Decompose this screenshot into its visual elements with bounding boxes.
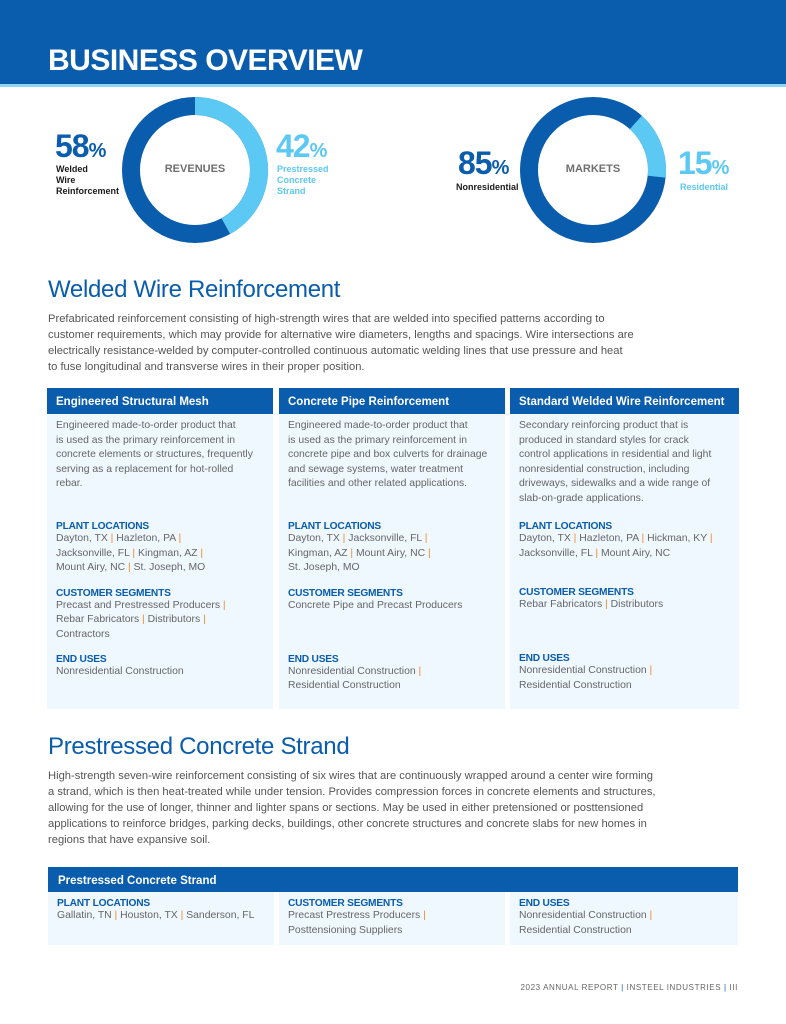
list-line (56, 665, 264, 680)
list-item: Kingman, AZ (288, 547, 348, 559)
pcs-body-line: regions that have expansive soil. (48, 834, 211, 846)
revenues-right-value: 42 (276, 128, 310, 164)
separator: | (197, 547, 204, 559)
markets-donut-light-segment (636, 122, 657, 176)
footer-page-number: III (729, 983, 738, 992)
revenues-right-percent (276, 130, 326, 167)
plant-locations-list (288, 532, 496, 576)
list-line (288, 909, 496, 924)
list-item: Sanderson, FL (186, 910, 255, 921)
list-item: Concrete Pipe and Precast Producers (288, 599, 463, 611)
wwr-card-standard-welded-wire-reinforcement (510, 388, 739, 709)
separator: | (111, 910, 121, 921)
wwr-section-title: Welded Wire Reinforcement (48, 276, 341, 303)
desc-line: facilities and other related applications. (288, 478, 468, 489)
list-item: Distributors (147, 614, 201, 625)
list-line (56, 532, 264, 547)
list-item: Hazleton, PA (116, 533, 176, 544)
list-line (519, 547, 730, 562)
desc-line: slab-on-grade applications. (519, 492, 644, 504)
separator: | (125, 562, 134, 573)
markets-right-value: 15 (678, 145, 712, 181)
separator: | (347, 547, 356, 559)
page-footer (521, 983, 739, 992)
wwr-body-line: customer requirements, which may provide for alternative wire diameters, lengths and spacings. Wire intersections are (48, 329, 634, 341)
markets-left-value: 85 (458, 145, 492, 181)
separator: | (638, 533, 648, 544)
desc-line: concrete elements or structures, frequently (56, 449, 253, 460)
list-line (519, 924, 729, 939)
desc-line: nonresidential construction, including (519, 463, 690, 475)
wwr-card-concrete-pipe-reinforcement (279, 388, 505, 709)
customer-segments-list (56, 599, 264, 643)
list-item: St. Joseph, MO (288, 562, 360, 573)
plant-locations-heading: PLANT LOCATIONS (57, 898, 151, 909)
list-line (57, 909, 265, 924)
list-item: Residential Construction (519, 679, 632, 691)
revenues-right-label-line: Strand (277, 186, 306, 196)
list-item: Jacksonville, FL (519, 547, 593, 559)
list-item: Nonresidential Construction (56, 666, 184, 677)
separator: | (107, 533, 117, 544)
revenues-left-label-line: Reinforcement (56, 186, 120, 196)
list-item: Residential Construction (288, 680, 401, 691)
plant-locations-list (519, 532, 730, 575)
separator: | (139, 614, 148, 625)
list-item: Residential Construction (519, 924, 632, 936)
separator: | (602, 599, 611, 610)
list-item: Mount Airy, NC (355, 547, 426, 559)
list-item: Jacksonville, FL (348, 533, 422, 544)
list-item: Posttensioning Suppliers (288, 924, 403, 936)
list-line (288, 679, 496, 694)
plant-locations-heading: PLANT LOCATIONS (56, 521, 150, 532)
separator: | (220, 599, 226, 611)
list-item: Precast and Prestressed Producers (56, 599, 221, 611)
list-line (288, 599, 496, 614)
pcs-body-line: applications to reinforce bridges, parking decks, buildings, other concrete structures and concrete slabs for new homes in (48, 818, 647, 830)
markets-left-label: Nonresidential (456, 182, 519, 192)
end-uses-list (519, 909, 729, 938)
list-item: St. Joseph, MO (133, 562, 206, 573)
desc-line: Engineered made-to-order product that (56, 420, 236, 431)
end-uses-heading: END USES (288, 653, 339, 665)
revenues-left-value: 58 (55, 128, 89, 164)
pcs-section-title: Prestressed Concrete Strand (48, 733, 350, 760)
separator: | (646, 665, 653, 676)
revenues-left-label-line: Welded (56, 164, 88, 174)
revenues-center-label: REVENUES (164, 163, 226, 175)
list-item: Dayton, TX (519, 533, 571, 544)
pcs-box-title: Prestressed Concrete Strand (48, 867, 738, 892)
customer-segments-heading: CUSTOMER SEGMENTS (519, 587, 634, 598)
list-item: Jacksonville, FL (56, 547, 130, 559)
card-title: Engineered Structural Mesh (47, 388, 273, 414)
list-item: Nonresidential Construction (288, 665, 416, 677)
markets-right-symbol: % (711, 157, 729, 179)
revenues-left-symbol: % (88, 140, 106, 162)
revenues-left-label-line: Wire (56, 175, 76, 185)
desc-line: is used as the primary reinforcement in (56, 434, 236, 446)
plant-locations-list (56, 532, 264, 576)
customer-segments-list (519, 598, 730, 641)
card-title: Concrete Pipe Reinforcement (279, 388, 505, 414)
card-description (288, 419, 496, 515)
desc-line: serving as a replacement for hot-rolled (56, 463, 234, 475)
list-item: Mount Airy, NC (601, 547, 671, 559)
customer-segments-heading: CUSTOMER SEGMENTS (288, 898, 403, 909)
footer-company: INSTEEL INDUSTRIES (626, 983, 722, 992)
separator: | (177, 910, 187, 921)
end-uses-list (288, 665, 496, 694)
plant-locations-list (57, 909, 265, 924)
revenues-left-percent (55, 130, 105, 167)
desc-line: control applications in residential and light (519, 449, 712, 460)
revenues-left-label (56, 164, 119, 197)
separator: | (420, 910, 426, 921)
list-line (288, 924, 496, 939)
list-item: Contractors (56, 628, 110, 640)
wwr-body-line: Prefabricated reinforcement consisting of high-strength wires that are welded into specified patterns according to (48, 313, 605, 325)
separator: | (129, 547, 139, 559)
pcs-body-line: High-strength seven-wire reinforcement consisting of six wires that are continuously wrapped around a center wire forming (48, 770, 654, 782)
plant-locations-heading: PLANT LOCATIONS (519, 521, 613, 532)
pcs-body-line: allowing for the use of longer, thinner and lighter spans or sections. May be used in either pretensioned or posttensioned (48, 802, 644, 814)
desc-line: and sewage systems, water treatment (288, 463, 463, 475)
pcs-summary-box (48, 867, 738, 945)
desc-line: concrete pipe and box culverts for drainage (288, 449, 488, 460)
customer-segments-list (288, 909, 496, 938)
wwr-card-engineered-structural-mesh (47, 388, 273, 709)
separator: | (592, 547, 602, 559)
separator: | (415, 665, 422, 677)
markets-center-label: MARKETS (565, 163, 621, 175)
list-item: Distributors (610, 599, 664, 610)
pcs-plant-locations (48, 892, 274, 945)
header-rule (0, 84, 786, 87)
list-line (519, 598, 730, 613)
customer-segments-heading: CUSTOMER SEGMENTS (56, 587, 171, 599)
revenues-right-label (277, 164, 329, 197)
separator: | (339, 533, 349, 544)
footer-divider: | (724, 983, 730, 992)
separator: | (421, 533, 428, 544)
list-item: Kingman, AZ (138, 547, 198, 559)
separator: | (570, 533, 580, 544)
card-title: Standard Welded Wire Reinforcement (510, 388, 739, 414)
revenues-right-label-line: Prestressed (277, 164, 329, 174)
pcs-customer-segments (279, 892, 505, 945)
list-item: Hickman, KY (647, 533, 707, 544)
desc-line: is used as the primary reinforcement in (288, 434, 468, 446)
markets-right-percent (678, 147, 728, 184)
list-line (56, 628, 264, 643)
list-item: Mount Airy, NC (56, 562, 126, 573)
markets-right-label: Residential (680, 182, 729, 192)
wwr-body-line: to fuse longitudinal and transverse wires in their proper position. (48, 361, 365, 373)
card-description (519, 419, 730, 515)
list-line (288, 532, 496, 547)
separator: | (200, 614, 206, 625)
list-line (288, 547, 496, 562)
customer-segments-heading: CUSTOMER SEGMENTS (288, 587, 403, 599)
list-item: Hazleton, PA (579, 533, 639, 544)
page-title: BUSINESS OVERVIEW (48, 44, 363, 77)
list-item: Houston, TX (120, 910, 178, 921)
pcs-body-line: a strand, which is then heat-treated while under tension. Provides compression forces in concrete elements and structures, (48, 786, 656, 798)
list-line (519, 909, 729, 924)
desc-line: driveways, sidewalks and a wide range of (519, 478, 711, 489)
end-uses-heading: END USES (519, 898, 570, 909)
end-uses-list (56, 665, 264, 680)
wwr-section-body (48, 311, 748, 375)
list-line (519, 664, 730, 679)
pcs-end-uses (510, 892, 738, 945)
list-line (56, 547, 264, 562)
customer-segments-list (288, 599, 496, 642)
end-uses-heading: END USES (519, 653, 570, 664)
list-line (288, 561, 496, 576)
separator: | (425, 547, 431, 559)
list-line (519, 679, 730, 694)
revenues-right-label-line: Concrete (277, 175, 317, 185)
wwr-body-line: electrically resistance-welded by computer-controlled continuous automatic welding lines that use pressure and heat (48, 345, 623, 357)
plant-locations-heading: PLANT LOCATIONS (288, 521, 382, 532)
list-line (56, 599, 264, 614)
desc-line: Secondary reinforcing product that is (519, 420, 689, 431)
list-item: Nonresidential Construction (519, 665, 647, 676)
footer-report: 2023 ANNUAL REPORT (520, 983, 619, 992)
separator: | (175, 533, 182, 544)
end-uses-heading: END USES (56, 654, 107, 665)
markets-left-symbol: % (491, 157, 509, 179)
revenues-right-symbol: % (309, 140, 327, 162)
separator: | (646, 910, 653, 921)
list-item: Precast Prestress Producers (288, 910, 421, 921)
list-item: Dayton, TX (56, 533, 108, 544)
separator: | (706, 533, 713, 544)
desc-line: produced in standard styles for crack (519, 434, 689, 446)
list-item: Nonresidential Construction (519, 910, 647, 921)
end-uses-list (519, 664, 730, 693)
list-line (56, 613, 264, 628)
desc-line: Engineered made-to-order product that (288, 420, 468, 431)
pcs-section-body (48, 768, 748, 848)
list-line (288, 665, 496, 680)
list-item: Dayton, TX (288, 533, 340, 544)
markets-left-percent (458, 147, 508, 184)
list-item: Rebar Fabricators (56, 614, 140, 625)
footer-divider: | (621, 983, 627, 992)
list-item: Rebar Fabricators (519, 599, 603, 610)
list-line (519, 532, 730, 547)
desc-line: rebar. (56, 478, 83, 489)
list-item: Gallatin, TN (57, 910, 112, 921)
card-description (56, 419, 264, 515)
list-line (56, 561, 264, 576)
